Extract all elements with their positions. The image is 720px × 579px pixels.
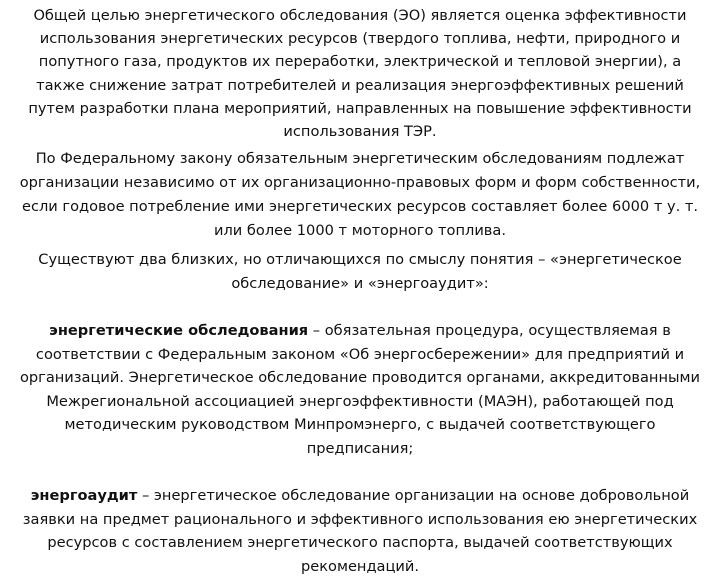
paragraph-federal-law: По Федеральному закону обязательным энергетическим обследованиям подлежат организации независимо от их организационно-правовых форм и форм собственности, если годовое потребление ими энергетических ресурсов составляет более 6000 т у. т. или более 1000 т моторного топлива. bbox=[19, 150, 701, 240]
term-energy-survey: энергетические обследования bbox=[49, 322, 309, 339]
paragraph-goal: Общей целью энергетического обследования (ЭО) является оценка эффективности использования энергетических ресурсов (твердого топлива, нефти, природного и попутного газа, продуктов их переработки, электрической и тепловой энергии), а также снижение затрат потребителей и реализация энергоэффективных решений путем разработки плана мероприятий, направленных на повышение эффективности использования ТЭР. bbox=[28, 7, 692, 141]
definition-energy-audit bbox=[18, 484, 702, 578]
paragraph-concepts-intro: Существуют два близких, но отличающихся по смыслу понятия – «энергетическое обследование» и «энергоаудит»: bbox=[38, 251, 682, 292]
term-energy-audit: энергоаудит bbox=[30, 487, 138, 505]
blank-line bbox=[18, 295, 702, 319]
definition-energy-survey bbox=[18, 319, 702, 461]
definition-energy-survey-text: – обязательная процедура, осуществляемая в соответствии с Федеральным законом «Об энергосбережении» для предприятий и организаций. Энергетическое обследование проводится органами, аккредитованными Межрегиональной ассоциацией энергоэффективности (МАЭН), работающей под методическим руководством Минпромэнерго, с выдачей соответствующего предписания; bbox=[19, 322, 701, 457]
slide-text-content bbox=[18, 4, 702, 579]
blank-line bbox=[18, 461, 702, 485]
definition-energy-audit-text: – энергетическое обследование организации на основе добровольной заявки на предмет рационального и эффективного использования ею энергетических ресурсов с составлением энергетического паспорта, выдачей соответствующих рекомендаций. bbox=[22, 487, 698, 575]
definitions-section bbox=[18, 248, 702, 578]
